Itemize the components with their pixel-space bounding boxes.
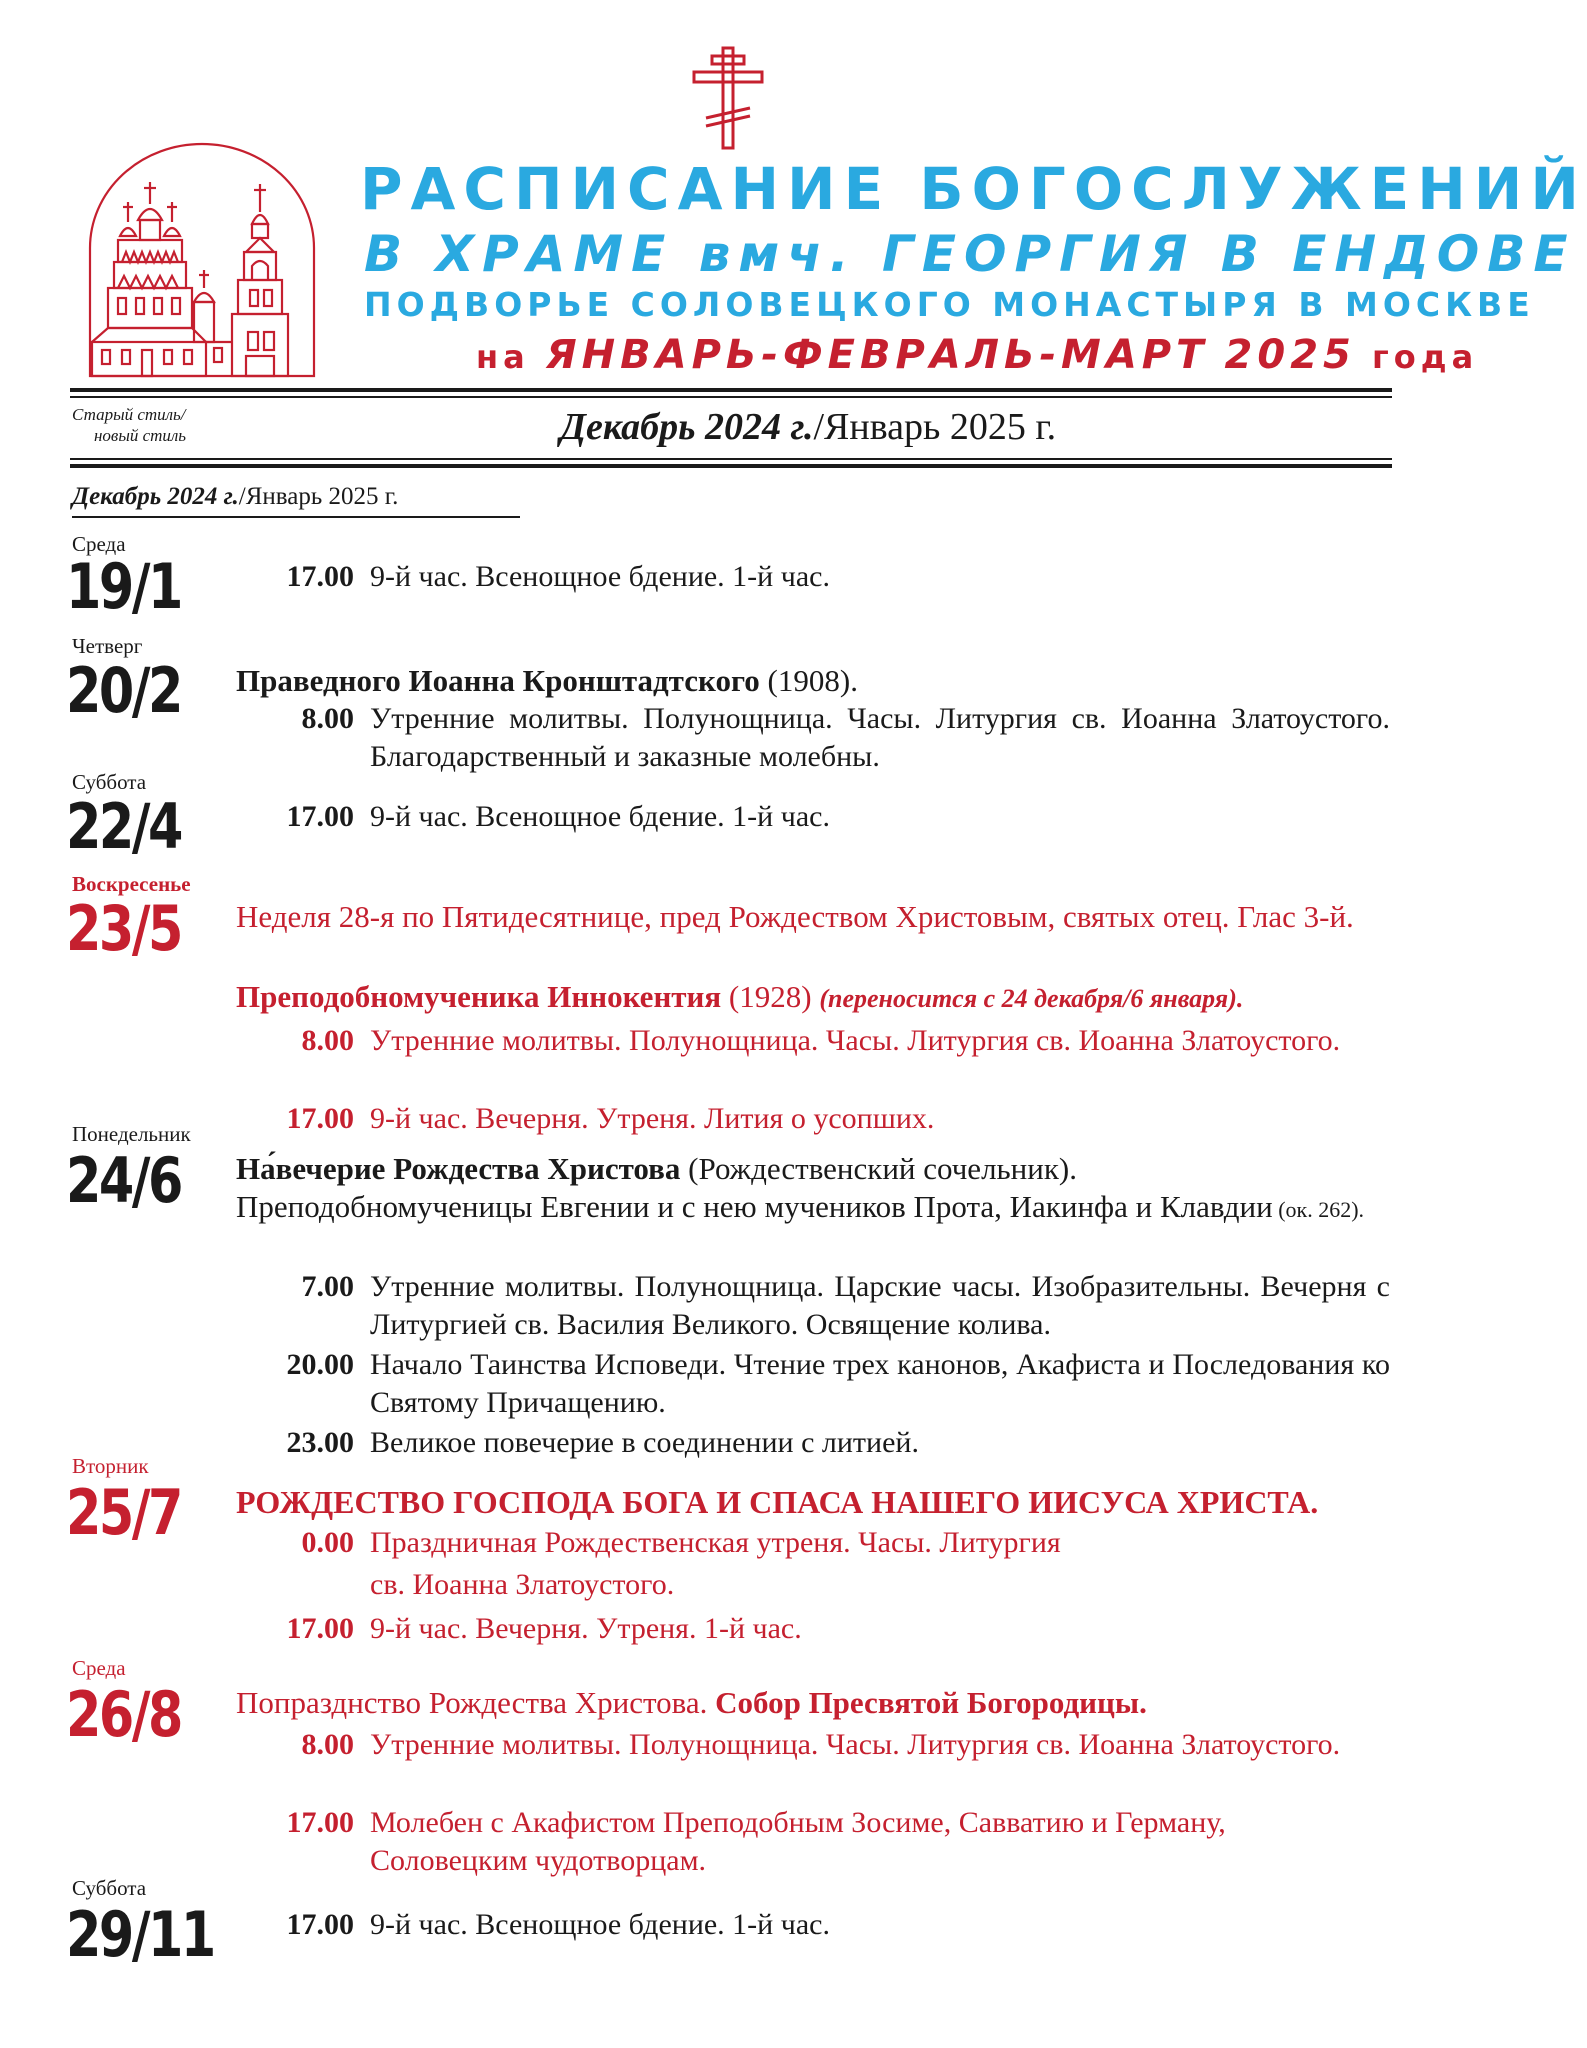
day-commemoration-year: (1928) — [721, 979, 820, 1014]
service-row — [236, 1346, 1390, 1419]
day-title-bold: Праведного Иоанна Кронштадтского — [236, 663, 760, 698]
day-title-rest: (Рождественский сочельник). — [680, 1151, 1077, 1186]
service-row — [236, 1100, 1390, 1135]
style-note — [72, 404, 186, 446]
service-time: 17.00 — [286, 560, 354, 593]
service-time: 8.00 — [301, 702, 354, 735]
day-weekday: Воскресенье — [72, 872, 191, 896]
day-date: 24/6 — [66, 1144, 181, 1217]
service-time: 17.00 — [286, 1102, 354, 1135]
service-time: 7.00 — [301, 1270, 354, 1303]
service-text: Утренние молитвы. Полунощница. Часы. Литургия св. Иоанна Златоустого. — [370, 1024, 1341, 1057]
header-rule-bottom — [70, 464, 1392, 468]
service-text: Начало Таинства Исповеди. Чтение трех канонов, Акафиста и Последования ко Святому Причащению. — [370, 1348, 1390, 1419]
day-weekday: Вторник — [72, 1454, 149, 1478]
title-suffix: года — [1372, 338, 1479, 376]
service-text: 9-й час. Всенощное бдение. 1-й час. — [370, 1908, 830, 1941]
day-commemoration-date: (ок. 262). — [1272, 1197, 1365, 1222]
title-line-4 — [476, 334, 1478, 378]
service-row — [236, 798, 1390, 833]
day-weekday: Четверг — [72, 634, 143, 658]
title-line-3: ПОДВОРЬЕ СОЛОВЕЦКОГО МОНАСТЫРЯ В МОСКВЕ — [364, 285, 1535, 324]
day-date: 25/7 — [66, 1476, 181, 1549]
day-commemoration-text: Преподобномученицы Евгении и с нею мучеников Прота, Иакинфа и Клавдии — [236, 1189, 1273, 1224]
service-time: 0.00 — [301, 1526, 354, 1559]
title-line-2: В ХРАМЕ вмч. ГЕОРГИЯ В ЕНДОВЕ — [364, 225, 1576, 283]
service-text: Утренние молитвы. Полунощница. Часы. Литургия св. Иоанна Златоустого. Благодарственный и заказные молебны. — [370, 702, 1390, 773]
day-date: 29/11 — [66, 1898, 214, 1971]
service-text: Молебен с Акафистом Преподобным Зосиме, Савватию и Герману, Соловецким чудотворцам. — [370, 1806, 1226, 1877]
sub-month-new: /Январь 2025 г. — [238, 483, 399, 510]
service-row-continuation — [236, 1566, 1390, 1601]
service-time: 23.00 — [286, 1426, 354, 1459]
day-weekday: Суббота — [72, 770, 147, 794]
service-row — [236, 1524, 1390, 1559]
service-row — [236, 1804, 1390, 1877]
day-title-bold: Собор Пресвятой Богородицы. — [715, 1685, 1147, 1720]
day-weekday: Суббота — [72, 1876, 147, 1900]
day-commemoration — [236, 978, 1390, 1018]
day-title-rest: (1908). — [759, 663, 858, 698]
day-weekday: Понедельник — [72, 1122, 191, 1146]
day-title — [236, 1684, 1390, 1722]
service-row — [236, 700, 1390, 773]
day-title: Неделя 28-я по Пятидесятнице, пред Рождеством Христовым, святых отец. Глас 3-й. — [236, 899, 1354, 934]
service-text: 9-й час. Вечерня. Утреня. 1-й час. — [370, 1612, 802, 1645]
day-weekday: Среда — [72, 1656, 126, 1680]
service-row — [236, 1906, 1390, 1941]
day-date: 22/4 — [66, 790, 181, 863]
sub-month-heading — [72, 482, 398, 512]
service-text: 9-й час. Вечерня. Утреня. Лития о усопших. — [370, 1102, 935, 1135]
service-row — [236, 1424, 1390, 1459]
feast-title: РОЖДЕСТВО ГОСПОДА БОГА И СПАСА НАШЕГО ИИСУСА ХРИСТА. — [236, 1484, 1319, 1520]
day-commemoration-bold: Преподобномученика Иннокентия — [236, 979, 722, 1014]
service-text: 9-й час. Всенощное бдение. 1-й час. — [370, 800, 830, 833]
month-heading-old: Декабрь 2024 г. — [560, 406, 814, 448]
service-row — [236, 1726, 1390, 1761]
service-text: 9-й час. Всенощное бдение. 1-й час. — [370, 560, 830, 593]
service-row — [236, 1610, 1390, 1645]
title-line-1: РАСПИСАНИЕ БОГОСЛУЖЕНИЙ — [360, 155, 1587, 223]
service-time: 17.00 — [286, 1612, 354, 1645]
service-row — [236, 1022, 1390, 1057]
service-time: 17.00 — [286, 1806, 354, 1839]
orthodox-cross-icon — [692, 46, 764, 150]
title-year: 2025 — [1224, 332, 1356, 378]
service-time: 17.00 — [286, 1908, 354, 1941]
day-date: 26/8 — [66, 1678, 181, 1751]
style-note-line-1: Старый стиль/ — [72, 405, 186, 424]
service-text: Утренние молитвы. Полунощница. Часы. Литургия св. Иоанна Златоустого. — [370, 1728, 1341, 1761]
header-rule-bottom-thin — [70, 458, 1392, 460]
day-commemoration-note: (переносится с 24 декабря/6 января). — [819, 984, 1244, 1013]
day-title — [236, 1150, 1390, 1188]
service-text: Утренние молитвы. Полунощница. Царские часы. Изобразительны. Вечерня с Литургией св. Василия Великого. Освящение колива. — [370, 1270, 1390, 1341]
header-rule-top-thin — [70, 396, 1392, 398]
service-time: 17.00 — [286, 800, 354, 833]
day-date: 23/5 — [66, 892, 181, 965]
sub-month-old: Декабрь 2024 г. — [72, 483, 239, 510]
service-text: Праздничная Рождественская утреня. Часы. Литургия — [370, 1526, 1061, 1559]
month-heading — [560, 404, 1056, 450]
day-date: 19/1 — [66, 550, 181, 623]
service-row — [236, 1268, 1390, 1341]
day-title-bold: На́вечерие Рождества Христова — [236, 1151, 681, 1186]
day-title-plain: Попразднство Рождества Христова. — [236, 1685, 716, 1720]
day-commemoration — [236, 1188, 1390, 1229]
service-text-continuation: св. Иоанна Златоустого. — [370, 1568, 675, 1601]
service-time: 8.00 — [301, 1024, 354, 1057]
service-time: 8.00 — [301, 1728, 354, 1761]
service-time: 20.00 — [286, 1348, 354, 1381]
church-emblem-icon — [88, 142, 316, 378]
day-weekday: Среда — [72, 532, 126, 556]
sub-month-rule — [72, 516, 520, 518]
title-prefix: на — [476, 338, 530, 376]
day-title — [236, 662, 1390, 700]
month-heading-new: /Январь 2025 г. — [813, 406, 1057, 448]
service-row — [236, 558, 1390, 593]
style-note-line-2: новый стиль — [94, 426, 187, 445]
header-rule-top — [70, 388, 1392, 392]
title-months: ЯНВАРЬ-ФЕВРАЛЬ-МАРТ — [545, 332, 1209, 378]
day-date: 20/2 — [66, 654, 181, 727]
service-text: Великое повечерие в соединении с литией. — [370, 1426, 919, 1459]
